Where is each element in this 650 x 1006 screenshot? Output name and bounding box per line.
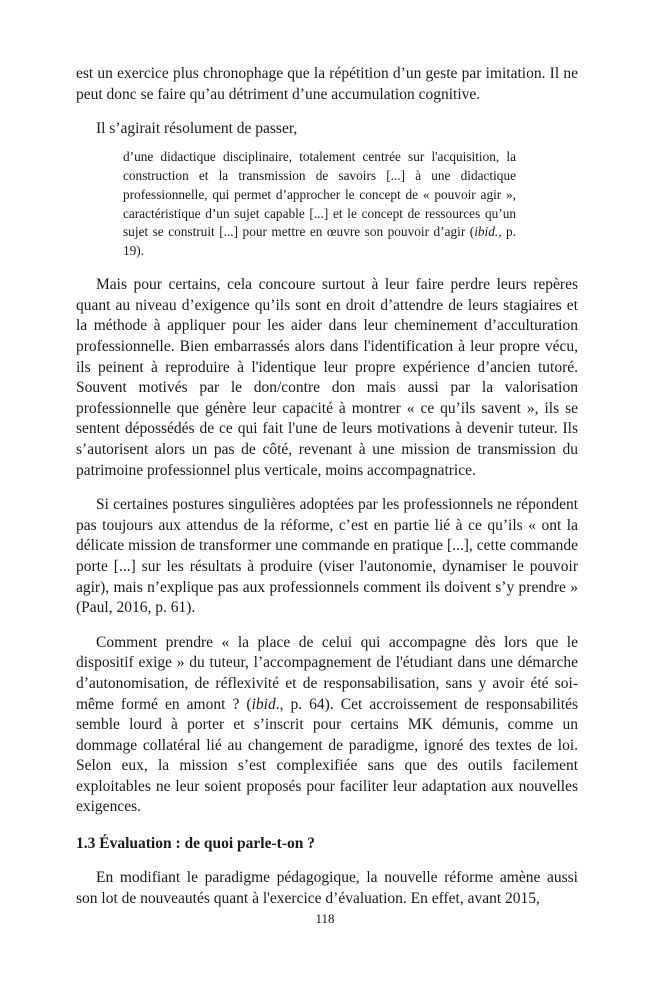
page-body <box>76 64 578 909</box>
citation-reference: ibid <box>251 695 276 713</box>
quote-intro: Il s’agirait résolument de passer, <box>96 120 298 138</box>
paragraph-text: Comment prendre « la place de celui qui accompagne dès lors que le dispositif exige » du tuteur, l’accompagnement de l'étudiant dans une démarche d’autonomisation, de réflexivité et de responsabilisation, sans y avoir été soi-même formé en amont ? ( <box>76 633 578 713</box>
block-quote-text <box>123 148 516 261</box>
paragraph: En modifiant le paradigme pédagogique, la nouvelle réforme amène aussi son lot de nouveautés quant à l'exercice d’évaluation. En effet, avant 2015, <box>76 869 578 907</box>
quote-reference: ibid., <box>474 224 502 240</box>
block-quote <box>123 148 516 261</box>
paragraph-text-end: ., p. 64). Cet accroissement de responsabilités semble lourd à porter et s’inscrit pour certains MK démunis, comme un dommage collatéral lié au changement de paradigme, ignoré des textes de loi. Selon eux, la mission s’est complexifiée sans que des outils facilement exploitables ne leur soient proposés pour faciliter leur adaptation aux nouvelles exigences. <box>76 695 579 816</box>
page-number: 118 <box>315 911 335 926</box>
paragraph <box>76 633 578 818</box>
quote-text-end: p. 19). <box>123 224 517 259</box>
paragraph-continued: est un exercice plus chronophage que la répétition d’un geste par imitation. Il ne peut donc se faire qu’au détriment d’une accumulation cognitive. <box>76 65 578 103</box>
section-heading: 1.3 Évaluation : de quoi parle-t-on ? <box>76 835 315 853</box>
paragraph: Mais pour certains, cela concoure surtout à leur faire perdre leurs repères quant au niveau d’exigence qu’ils sont en droit d’attendre de leurs stagiaires et la méthode à appliquer pour les aider dans leur cheminement d’acculturation professionnelle. Bien embarrassés alors dans l'identification à leur propre vécu, ils peinent à reproduire à l'identique leur propre expérience d’ancien tutoré. Souvent motivés par le don/contre don mais aussi par la valorisation professionnelle que génère leur capacité à montrer « ce qu’ils savent », ils se sentent dépossédés de ce qui fait l'une de leurs motivations à devenir tuteur. Ils s’autorisent alors un pas de côté, revenant à une mission de transmission du patrimoine professionnel plus verticale, moins accompagnatrice. <box>76 276 578 479</box>
quote-text-main: d’une didactique disciplinaire, totalement centrée sur l'acquisition, la construction et la transmission de savoirs [...] à une didactique professionnelle, qui permet d’approcher le concept de « pouvoir agir », caractéristique d’un sujet capable [...] et le concept de ressources qu’un sujet se construit [...] pour mettre en œuvre son pouvoir d’agir ( <box>123 148 516 240</box>
paragraph: Si certaines postures singulières adoptées par les professionnels ne répondent pas toujours aux attendus de la réforme, c’est en partie lié à ce qu’ils « ont la délicate mission de transformer une commande en pratique [...], cette commande porte [...] sur les résultats à produire (viser l'autonomie, dynamiser le pouvoir agir), mais n’explique pas aux professionnels comment ils doivent s’y prendre » (Paul, 2016, p. 61). <box>76 496 578 617</box>
